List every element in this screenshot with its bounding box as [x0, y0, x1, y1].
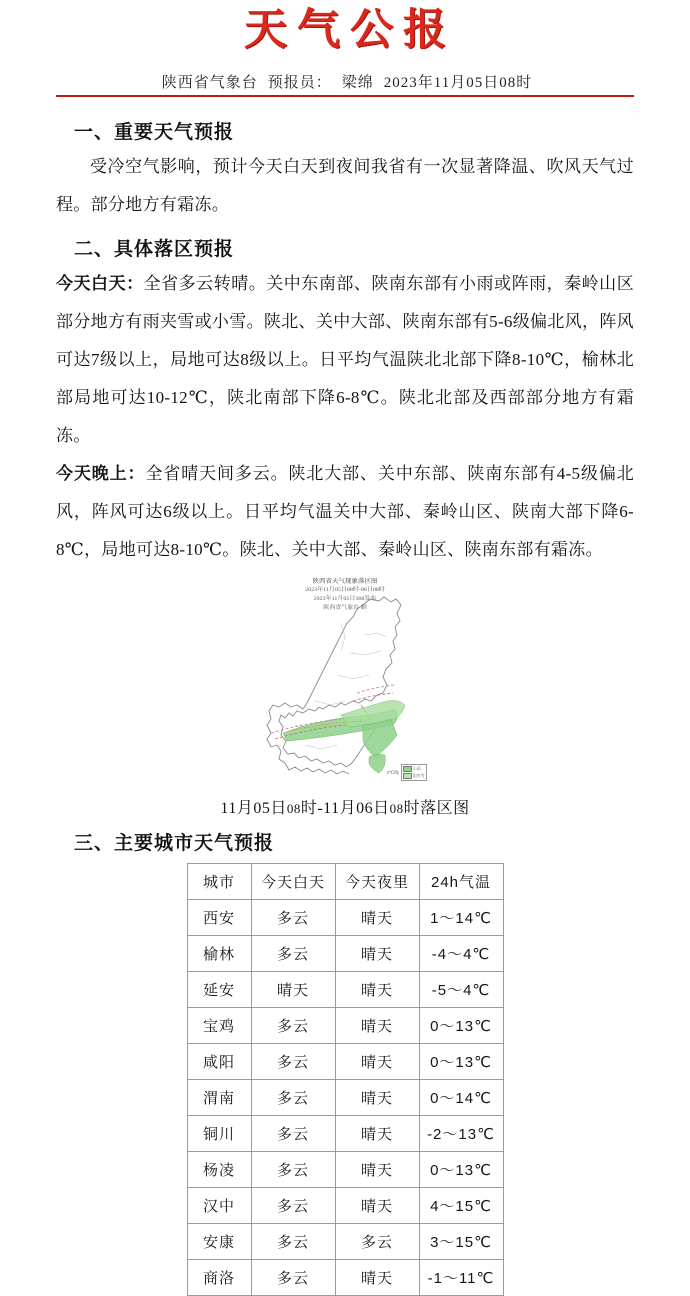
caption-part-2: 时-11月06日 [300, 800, 390, 818]
table-row [187, 1152, 503, 1188]
table-row [187, 900, 503, 936]
cell-day: 多云 [251, 936, 335, 972]
daytime-lead-label: 今天白天： [56, 274, 144, 294]
cell-day: 多云 [251, 1224, 335, 1260]
table-row [187, 1260, 503, 1296]
cell-temp: 3～15℃ [419, 1224, 503, 1260]
table-row [187, 1044, 503, 1080]
cell-night: 晴天 [335, 1116, 419, 1152]
cell-temp: 0～13℃ [419, 1044, 503, 1080]
map-producer: 陕西省气象台 制 [323, 605, 367, 612]
table-row [187, 1080, 503, 1116]
cell-city: 铜川 [187, 1116, 251, 1152]
cell-city: 宝鸡 [187, 1008, 251, 1044]
column-header-night: 今天夜里 [335, 864, 419, 900]
forecaster-label: 预报员： [267, 75, 332, 92]
cell-day: 多云 [251, 1044, 335, 1080]
map-header-text [245, 577, 445, 613]
map-issue-stamp: 2023年11月05日368发布 [313, 596, 377, 603]
cell-temp: 1～14℃ [419, 900, 503, 936]
cell-day: 多云 [251, 1188, 335, 1224]
cell-night: 晴天 [335, 1080, 419, 1116]
legend-label-sleet: 雨夹雪 [412, 773, 425, 779]
caption-part-1: 11月05日 [220, 800, 287, 818]
issuing-office: 陕西省气象台 [161, 75, 258, 92]
cell-city: 汉中 [187, 1188, 251, 1224]
city-forecast-table-wrap [56, 863, 634, 1296]
cell-temp: 0～14℃ [419, 1080, 503, 1116]
cell-city: 西安 [187, 900, 251, 936]
cell-temp: 0～13℃ [419, 1152, 503, 1188]
caption-part-3: 时落区图 [403, 800, 470, 818]
cell-temp: -1～11℃ [419, 1260, 503, 1296]
map-valid-period: 2023年11月05日08时-06日08时 [305, 587, 385, 594]
column-header-temperature: 24h气温 [419, 864, 503, 900]
caption-time-2: 08 [389, 801, 404, 817]
cell-temp: 4～15℃ [419, 1188, 503, 1224]
legend-item-rain [403, 766, 425, 772]
table-row [187, 1188, 503, 1224]
cell-night: 晴天 [335, 936, 419, 972]
page-title: 天气公报 [244, 5, 456, 55]
cell-city: 商洛 [187, 1260, 251, 1296]
cell-city: 安康 [187, 1224, 251, 1260]
cell-city: 杨凌 [187, 1152, 251, 1188]
table-row [187, 1224, 503, 1260]
city-forecast-table-body [187, 900, 503, 1296]
cell-night: 晴天 [335, 972, 419, 1008]
cell-night: 多云 [335, 1224, 419, 1260]
section-heading-three: 三、主要城市天气预报 [74, 832, 275, 855]
cell-day: 多云 [251, 1080, 335, 1116]
cell-temp: -5～4℃ [419, 972, 503, 1008]
cell-city: 榆林 [187, 936, 251, 972]
table-row [187, 936, 503, 972]
legend-swatch-rain-icon [403, 766, 412, 772]
daytime-forecast-text: 全省多云转晴。关中东南部、陕南东部有小雨或阵雨，秦岭山区部分地方有雨夹雪或小雪。陕北、关中大部、陕南东部有5-6级偏北风，阵风可达7级以上，局地可达8级以上。日平均气温陕北北部下降8-10℃，榆林北部局地可达10-12℃，陕北南部下降6-8℃。陕北北部及西部部分地方有霜冻。 [56, 274, 634, 446]
forecast-map-figure [56, 575, 634, 818]
table-row [187, 1008, 503, 1044]
precipitation-zone-group [283, 701, 405, 774]
map-title: 陕西省天气现象落区图 [312, 578, 378, 586]
byline-rule [56, 71, 634, 97]
cell-night: 晴天 [335, 1152, 419, 1188]
cell-day: 晴天 [251, 972, 335, 1008]
cell-day: 多云 [251, 1116, 335, 1152]
cell-day: 多云 [251, 900, 335, 936]
forecaster-name: 梁绵 [341, 75, 374, 92]
table-row [187, 972, 503, 1008]
table-row [187, 1116, 503, 1152]
cell-city: 延安 [187, 972, 251, 1008]
column-header-daytime: 今天白天 [251, 864, 335, 900]
cell-city: 渭南 [187, 1080, 251, 1116]
daytime-forecast-paragraph [56, 265, 634, 455]
issue-time: 2023年11月05日08时 [383, 75, 533, 92]
section-heading-two: 二、具体落区预报 [74, 238, 235, 261]
night-lead-label: 今天晚上： [56, 464, 146, 484]
legend-label-rain: 小雨 [412, 766, 421, 772]
table-header-row [187, 864, 503, 900]
cell-night: 晴天 [335, 900, 419, 936]
cell-temp: 0～13℃ [419, 1008, 503, 1044]
cell-temp: -4～4℃ [419, 936, 503, 972]
cell-day: 多云 [251, 1260, 335, 1296]
section-heading-one: 一、重要天气预报 [74, 121, 235, 144]
map-legend [387, 764, 443, 781]
legend-zero-line-label: 0℃线 [387, 769, 399, 775]
cell-city: 咸阳 [187, 1044, 251, 1080]
shaanxi-weather-map [245, 575, 445, 787]
cell-day: 多云 [251, 1152, 335, 1188]
column-header-city: 城市 [187, 864, 251, 900]
cell-night: 晴天 [335, 1044, 419, 1080]
cell-day: 多云 [251, 1008, 335, 1044]
night-forecast-paragraph [56, 455, 634, 569]
caption-time-1: 08 [286, 801, 301, 817]
masthead [0, 0, 690, 97]
section-one-paragraph: 受冷空气影响，预计今天白天到夜间我省有一次显著降温、吹风天气过程。部分地方有霜冻。 [56, 157, 634, 215]
cell-night: 晴天 [335, 1260, 419, 1296]
city-forecast-table [187, 863, 504, 1296]
legend-swatch-sleet-icon [403, 773, 412, 779]
cell-night: 晴天 [335, 1188, 419, 1224]
figure-caption [56, 795, 634, 818]
legend-item-sleet [403, 773, 425, 779]
document-content [56, 97, 634, 1296]
cell-night: 晴天 [335, 1008, 419, 1044]
cell-temp: -2～13℃ [419, 1116, 503, 1152]
byline [56, 71, 634, 92]
night-forecast-text: 全省晴天间多云。陕北大部、关中东部、陕南东部有4-5级偏北风，阵风可达6级以上。日平均气温关中大部、秦岭山区、陕南大部下降6-8℃，局地可达8-10℃。陕北、关中大部、秦岭山区、陕南东部有霜冻。 [56, 464, 634, 560]
legend-swatch-box [401, 764, 427, 781]
